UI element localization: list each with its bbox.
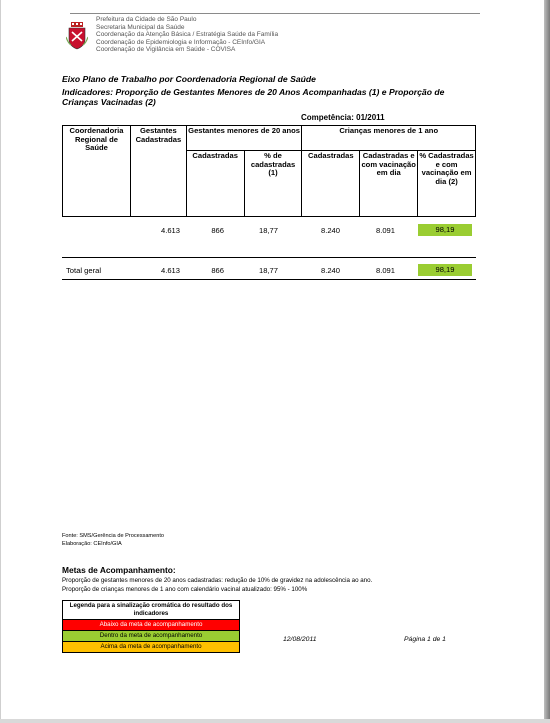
table-row	[62, 224, 476, 236]
col-group-criancas: Crianças menores de 1 ano	[302, 126, 476, 151]
window-left-edge	[0, 0, 1, 723]
window-bottom-edge	[0, 719, 550, 723]
row-cri-pct-badge: 98,19	[418, 224, 472, 236]
row-cri-cadastradas: 8.240	[320, 226, 340, 235]
legend-within-target: Dentro da meta de acompanhamento	[63, 630, 239, 641]
report-indicators: Indicadores: Proporção de Gestantes Menores de 20 Anos Acompanhadas (1) e Proporção de Crianças Vacinadas (2)	[62, 87, 445, 107]
row-gest-cadastradas: 866	[211, 226, 224, 235]
indicator-table	[62, 125, 476, 217]
total-bottom-rule	[62, 279, 476, 280]
total-gest-pct: 18,77	[258, 266, 278, 275]
metas-title: Metas de Acompanhamento:	[62, 565, 176, 575]
total-label: Total geral	[66, 266, 102, 275]
col-gest-pct: % de cadastradas (1)	[244, 151, 302, 217]
row-gestantes-cadastradas: 4.613	[160, 226, 180, 235]
header-rule	[70, 13, 480, 14]
col-gest-cadastradas: Cadastradas	[186, 151, 244, 217]
col-gestantes-cadastradas: Gestantes Cadastradas	[130, 126, 186, 217]
color-legend	[62, 600, 240, 653]
source-notes	[62, 532, 164, 548]
col-cri-vacinacao: Cadastradas e com vacinação em dia	[360, 151, 418, 217]
source-fonte: Fonte: SMS/Gerência de Processamento	[62, 533, 164, 539]
legend-above-target: Acima da meta de acompanhamento	[63, 641, 239, 652]
org-line: Prefeitura da Cidade de São Paulo	[96, 16, 197, 23]
total-gest-cadastradas: 866	[211, 266, 224, 275]
page-number: Página 1 de 1	[404, 636, 446, 643]
row-cri-vacinacao: 8.091	[375, 226, 395, 235]
total-cri-pct-badge: 98,19	[418, 264, 472, 276]
total-row	[62, 264, 476, 276]
window-right-edge	[544, 0, 550, 723]
total-cri-cadastradas: 8.240	[320, 266, 340, 275]
total-cri-vacinacao: 8.091	[375, 266, 395, 275]
total-top-rule	[62, 257, 476, 258]
org-line: Coordenação de Vigilância em Saúde - COVISA	[96, 46, 236, 54]
organization-block	[96, 16, 278, 54]
legend-below-target: Abaixo da meta de acompanhamento	[63, 620, 239, 630]
org-line: Coordenação de Epidemiologia e Informação - CEInfo/GIA	[96, 38, 266, 46]
col-cri-pct: % Cadastradas e com vacinação em dia (2)	[418, 151, 476, 217]
org-line: Coordenação da Atenção Básica / Estratégia Saúde da Família	[96, 31, 279, 39]
report-title: Eixo Plano de Trabalho por Coordenadoria Regional de Saúde	[62, 74, 316, 84]
meta-gestantes: Proporção de gestantes menores de 20 anos cadastradas: redução de 10% de gravidez na adolescência ao ano.	[62, 577, 373, 584]
source-elaboracao: Elaboração: CEInfo/GIA	[62, 541, 122, 547]
city-crest-icon	[66, 21, 88, 51]
legend-title: Legenda para a sinalização cromática do resultado dos indicadores	[63, 601, 239, 620]
report-date: 12/08/2011	[283, 636, 317, 643]
meta-criancas: Proporção de crianças menores de 1 ano com calendário vacinal atualizado: 95% - 100%	[62, 586, 308, 593]
row-gest-pct: 18,77	[258, 226, 278, 235]
col-group-gestantes: Gestantes menores de 20 anos	[186, 126, 302, 151]
org-line: Secretaria Municipal da Saúde	[96, 23, 185, 31]
col-cri-cadastradas: Cadastradas	[302, 151, 360, 217]
total-gestantes-cadastradas: 4.613	[160, 266, 180, 275]
col-coordenadoria: Coordenadoria Regional de Saúde	[63, 126, 131, 217]
competencia-label: Competência: 01/2011	[301, 113, 385, 122]
